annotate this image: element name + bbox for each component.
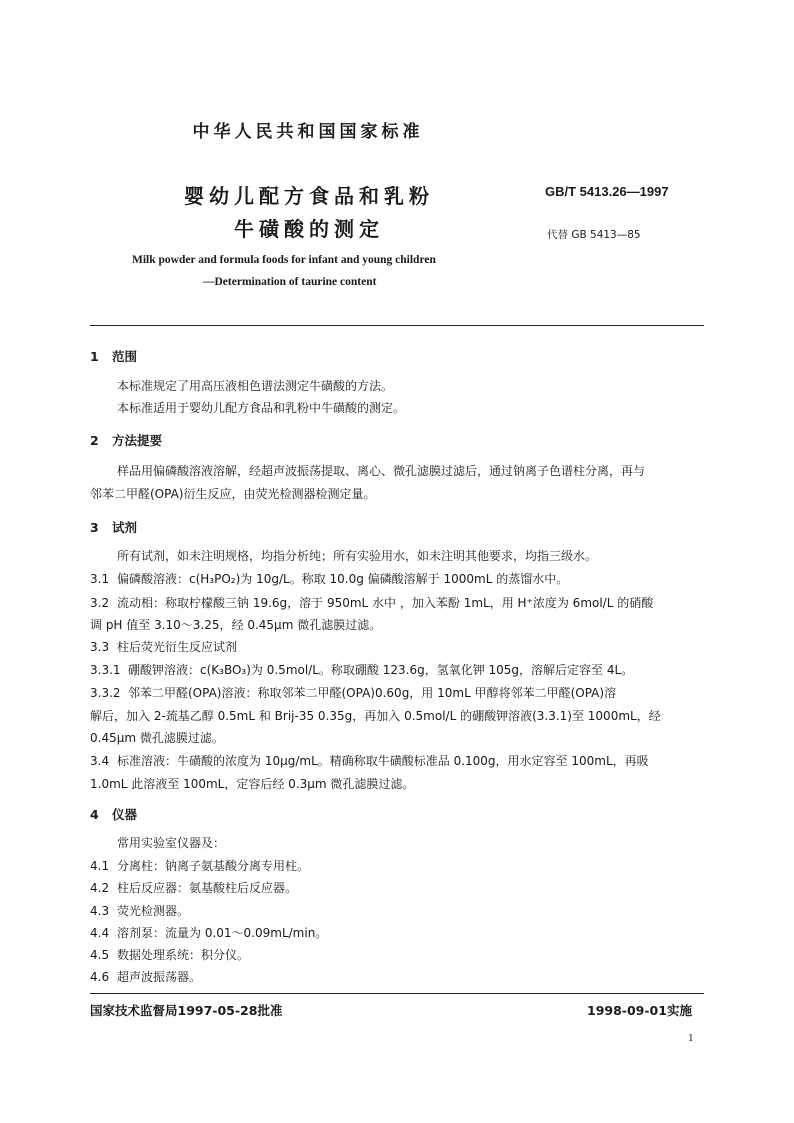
list-item: 4.4 溶剂泵：流量为 0.01～0.09mL/min。 xyxy=(90,926,328,940)
list-item: 4.1 分离柱：钠离子氨基酸分离专用柱。 xyxy=(90,859,310,873)
list-item: 3.3.2 邻苯二甲醛(OPA)溶液：称取邻苯二甲醛(OPA)0.60g，用 10mL 甲醇将邻苯二甲醛(OPA)溶 xyxy=(90,686,617,700)
list-item: 3.2 流动相：称取柠檬酸三钠 19.6g，溶于 950mL 水中 ，加入苯酚 1mL，用 H⁺浓度为 6mol/L 的硝酸 xyxy=(90,596,654,610)
list-item: 3.3 柱后荧光衍生反应试剂 xyxy=(90,640,238,654)
list-item: 3.4 标准溶液：牛磺酸的浓度为 10μg/mL。精确称取牛磺酸标准品 0.100g，用水定容至 100mL，再吸 xyxy=(90,754,649,768)
national-standard-heading: 中华人民共和国国家标准 xyxy=(192,122,424,142)
english-title-line2: —Determination of taurine content xyxy=(203,276,377,288)
list-item: 4.6 超声波振荡器。 xyxy=(90,970,202,984)
paragraph: 邻苯二甲醛(OPA)衍生反应，由荧光检测器检测定量。 xyxy=(90,487,376,501)
replaces-standard: 代替 GB 5413—85 xyxy=(547,229,641,241)
paragraph: 所有试剂，如未注明规格，均指分析纯；所有实验用水，如未注明其他要求，均指三级水。 xyxy=(117,549,598,563)
paragraph: 本标准规定了用高压液相色谱法测定牛磺酸的方法。 xyxy=(117,379,394,393)
approval-date: 国家技术监督局1997-05-28批准 xyxy=(90,1003,283,1018)
list-item: 3.1 偏磷酸溶液：c(H₃PO₂)为 10g/L。称取 10.0g 偏磷酸溶解于 1000mL 的蒸馏水中。 xyxy=(90,572,569,586)
section-heading-method: 2 方法提要 xyxy=(90,433,163,448)
page-number: 1 xyxy=(688,1032,694,1044)
standard-number: GB/T 5413.26—1997 xyxy=(545,184,669,199)
list-item: 4.5 数据处理系统：积分仪。 xyxy=(90,948,250,962)
document-title-line1: 婴幼儿配方食品和乳粉 xyxy=(184,184,434,208)
paragraph: 样品用偏磷酸溶液溶解，经超声波振荡提取、离心、微孔滤膜过滤后，通过钠离子色谱柱分离，再与 xyxy=(117,464,646,478)
paragraph: 调 pH 值至 3.10～3.25，经 0.45μm 微孔滤膜过滤。 xyxy=(90,618,382,632)
section-heading-apparatus: 4 仪器 xyxy=(90,807,138,822)
list-item: 4.3 荧光检测器。 xyxy=(90,904,190,918)
header-divider xyxy=(90,325,704,326)
list-item: 3.3.1 硼酸钾溶液：c(K₃BO₃)为 0.5mol/L。称取硼酸 123.6g，氢氧化钾 105g，溶解后定容至 4L。 xyxy=(90,663,634,677)
document-title-line2: 牛磺酸的测定 xyxy=(234,217,384,241)
paragraph: 1.0mL 此溶液至 100mL，定容后经 0.3μm 微孔滤膜过滤。 xyxy=(90,777,415,791)
paragraph: 本标准适用于婴幼儿配方食品和乳粉中牛磺酸的测定。 xyxy=(117,401,406,415)
section-heading-reagents: 3 试剂 xyxy=(90,520,138,535)
list-item: 4.2 柱后反应器：氨基酸柱后反应器。 xyxy=(90,881,298,895)
paragraph: 0.45μm 微孔滤膜过滤。 xyxy=(90,731,224,745)
english-title-line1: Milk powder and formula foods for infant and young children xyxy=(132,254,436,266)
section-heading-scope: 1 范围 xyxy=(90,349,138,364)
paragraph: 常用实验室仪器及： xyxy=(117,836,226,850)
footer-divider xyxy=(90,993,704,994)
paragraph: 解后，加入 2-巯基乙醇 0.5mL 和 Brij-35 0.35g，再加入 0.5mol/L 的硼酸钾溶液(3.3.1)至 1000mL，经 xyxy=(90,709,661,723)
implementation-date: 1998-09-01实施 xyxy=(587,1003,692,1018)
